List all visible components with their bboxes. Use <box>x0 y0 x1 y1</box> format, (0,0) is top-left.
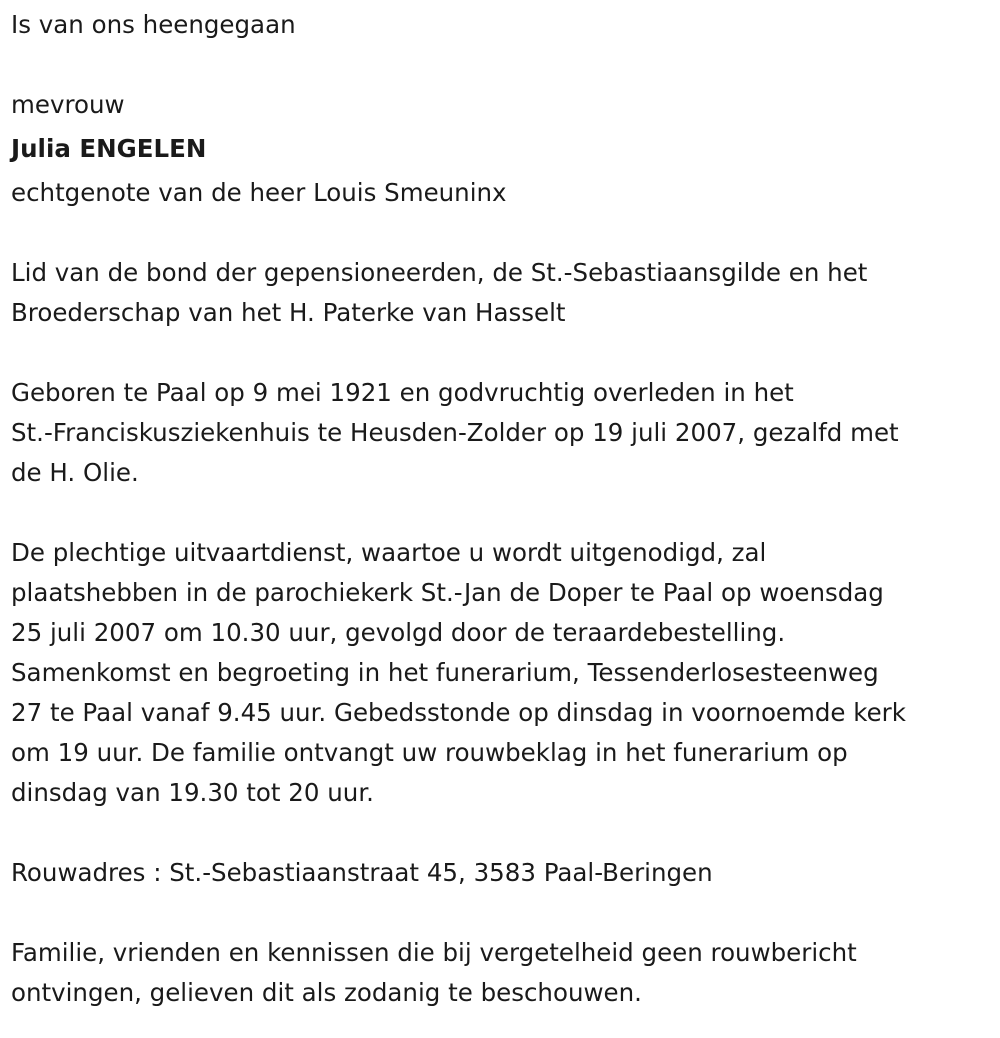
address-line: Rouwadres : St.-Sebastiaanstraat 45, 3583 Paal-Beringen <box>11 858 713 887</box>
paragraph-line: 27 te Paal vanaf 9.45 uur. Gebedsstonde op dinsdag in voornoemde kerk <box>11 698 906 727</box>
paragraph-line: Broederschap van het H. Paterke van Hasselt <box>11 298 566 327</box>
paragraph-line: ontvingen, gelieven dit als zodanig te beschouwen. <box>11 978 642 1007</box>
spacer <box>11 493 1000 533</box>
title-prefix: mevrouw <box>11 90 125 119</box>
spacer <box>11 213 1000 253</box>
paragraph-line: plaatshebben in de parochiekerk St.-Jan de Doper te Paal op woensdag <box>11 578 884 607</box>
membership-paragraph <box>11 253 1000 333</box>
birth-death-paragraph <box>11 373 1000 493</box>
paragraph-line: 25 juli 2007 om 10.30 uur, gevolgd door de teraardebestelling. <box>11 618 786 647</box>
closing-paragraph <box>11 933 1000 1013</box>
spacer <box>11 813 1000 853</box>
spacer <box>11 333 1000 373</box>
paragraph-line: De plechtige uitvaartdienst, waartoe u wordt uitgenodigd, zal <box>11 538 767 567</box>
paragraph-line: om 19 uur. De familie ontvangt uw rouwbeklag in het funerarium op <box>11 738 848 767</box>
paragraph-line: de H. Olie. <box>11 458 139 487</box>
paragraph-line: Familie, vrienden en kennissen die bij vergetelheid geen rouwbericht <box>11 938 857 967</box>
spacer <box>11 45 1000 85</box>
deceased-name: Julia ENGELEN <box>11 134 207 163</box>
paragraph-line: dinsdag van 19.30 tot 20 uur. <box>11 778 374 807</box>
intro-text: Is van ons heengegaan <box>11 10 296 39</box>
spouse-line: echtgenote van de heer Louis Smeuninx <box>11 178 507 207</box>
paragraph-line: Lid van de bond der gepensioneerden, de St.-Sebastiaansgilde en het <box>11 258 868 287</box>
funeral-paragraph <box>11 533 1000 813</box>
paragraph-line: Geboren te Paal op 9 mei 1921 en godvruchtig overleden in het <box>11 378 794 407</box>
spacer <box>11 893 1000 933</box>
paragraph-line: St.-Franciskusziekenhuis te Heusden-Zolder op 19 juli 2007, gezalfd met <box>11 418 899 447</box>
paragraph-line: Samenkomst en begroeting in het funerarium, Tessenderlosesteenweg <box>11 658 879 687</box>
